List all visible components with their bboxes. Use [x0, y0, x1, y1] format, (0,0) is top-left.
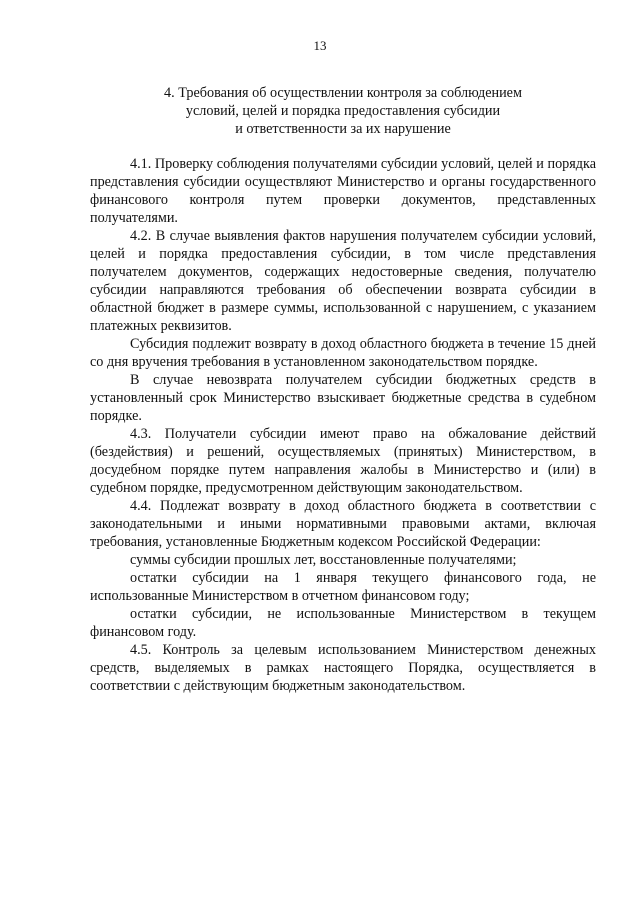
- section-title-line: условий, целей и порядка предоставления субсидии: [185, 103, 501, 119]
- section-title-line: 4. Требования об осуществлении контроля за соблюдением: [164, 85, 522, 101]
- paragraph-4-2: 4.2. В случае выявления фактов нарушения получателем субсидии условий, целей и порядка предоставления субсидии, в том числе представления получателем документов, содержащих недостоверные сведения, получателю субсидии направляются требования об обеспечении возврата субсидии в областной бюджет в размере суммы, использованной с нарушением, с указанием платежных реквизитов.: [90, 228, 596, 334]
- paragraph-4-1: 4.1. Проверку соблюдения получателями субсидии условий, целей и порядка представления субсидии осуществляют Министерство и органы государственного финансового контроля путем проверки документов, представленных получателями.: [90, 156, 596, 226]
- paragraph-refund-term: Субсидия подлежит возврату в доход областного бюджета в течение 15 дней со дня вручения требования в установленном законодательством порядке.: [90, 336, 596, 370]
- paragraph-4-4: 4.4. Подлежат возврату в доход областного бюджета в соответствии с законодательными и иными нормативными правовыми актами, включая требования, установленные Бюджетным кодексом Российской Федерации:: [90, 498, 596, 550]
- list-item-current-year-balance: остатки субсидии, не использованные Министерством в текущем финансовом году.: [90, 606, 596, 640]
- section-body: [90, 155, 596, 695]
- paragraph-4-5: 4.5. Контроль за целевым использованием Министерством денежных средств, выделяемых в рамках настоящего Порядка, осуществляется в соответствии с действующим бюджетным законодательством.: [90, 642, 596, 694]
- list-item-past-years: суммы субсидии прошлых лет, восстановленные получателями;: [130, 552, 517, 568]
- section-title: [90, 84, 596, 138]
- list-item-january-balance: остатки субсидии на 1 января текущего финансового года, не использованные Министерством в отчетном финансовом году;: [90, 570, 596, 604]
- page-number: 13: [313, 38, 327, 53]
- paragraph-court-recovery: В случае невозврата получателем субсидии бюджетных средств в установленный срок Министерство взыскивает бюджетные средства в судебном порядке.: [90, 372, 596, 424]
- paragraph-4-3: 4.3. Получатели субсидии имеют право на обжалование действий (бездействия) и решений, осуществляемых (принятых) Министерством, в досудебном порядке путем направления жалобы в Министерство и (или) в судебном порядке, предусмотренном действующим законодательством.: [90, 426, 596, 496]
- section-title-line: и ответственности за их нарушение: [235, 121, 451, 137]
